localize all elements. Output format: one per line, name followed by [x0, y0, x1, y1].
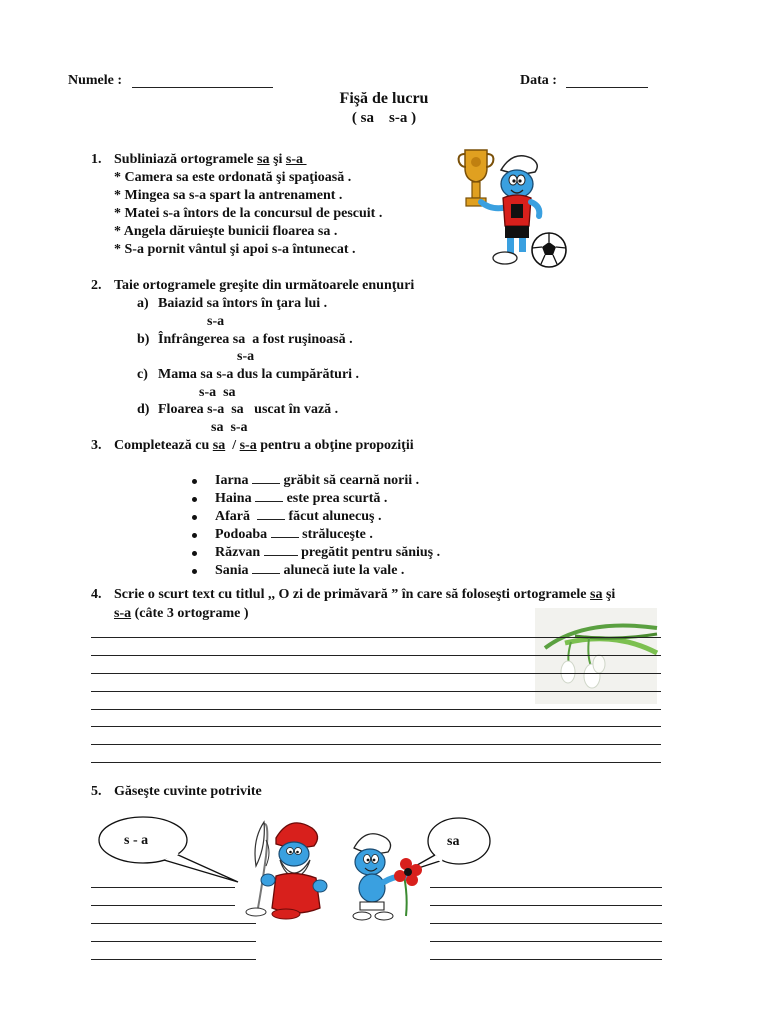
date-field[interactable] — [566, 87, 648, 88]
answer-line-right[interactable] — [430, 923, 662, 924]
answer-line-right[interactable] — [430, 959, 662, 960]
ex3-item: Răzvan pregătit pentru săniuş . — [215, 545, 441, 560]
ex4-instruction-b: (câte 3 ortograme ) — [134, 606, 249, 621]
bubble-left-text: s - a — [124, 833, 149, 848]
ex3-item: Sania alunecă iute la vale . — [215, 563, 405, 578]
ex2-item-text: Mama sa s-a dus la cumpărături . — [158, 367, 360, 382]
ex4-number: 4. — [91, 587, 102, 602]
fill-blank[interactable] — [257, 519, 285, 520]
ex3-kw-sa-dash: s-a — [239, 438, 257, 453]
writing-line[interactable] — [91, 762, 661, 763]
ex5-number: 5. — [91, 784, 102, 799]
ex1-number: 1. — [91, 152, 102, 167]
ex1-instruction-text: Subliniază ortogramele — [114, 152, 254, 167]
bubble-right-text: sa — [447, 834, 460, 849]
papa-smurf-illustration — [240, 816, 330, 920]
ex2-item-letter: d) — [137, 402, 150, 417]
ex1-item: * Matei s-a întors de la concursul de pescuit . — [114, 206, 383, 221]
writing-line[interactable] — [91, 691, 661, 692]
fill-blank[interactable] — [255, 501, 283, 502]
answer-line-left[interactable] — [91, 941, 256, 942]
answer-line-left[interactable] — [91, 887, 235, 888]
ex3-number: 3. — [91, 438, 102, 453]
bullet-icon — [192, 569, 197, 574]
answer-line-left[interactable] — [91, 905, 235, 906]
smurf-flower-illustration — [340, 830, 435, 922]
ex3-kw-sa: sa — [212, 438, 226, 453]
ex1-item: * S-a pornit vântul şi apoi s-a întunecat . — [114, 242, 356, 257]
bullet-icon — [192, 497, 197, 502]
bullet-icon — [192, 533, 197, 538]
answer-line-right[interactable] — [430, 905, 662, 906]
ex1-item: * Mingea sa s-a spart la antrenament . — [114, 188, 343, 203]
ex3-item: Iarna grăbit să cearnă norii . — [215, 473, 420, 488]
ex4-instruction — [114, 586, 615, 603]
ex3-instruction-a: Completează cu — [114, 438, 210, 453]
ex4-instruction-line2 — [114, 605, 249, 622]
answer-line-right[interactable] — [430, 941, 662, 942]
ex5-instruction: Găseşte cuvinte potrivite — [114, 784, 262, 799]
ex3-item: Afară făcut alunecuş . — [215, 509, 382, 524]
ex2-item-text: Floarea s-a sa uscat în vază . — [158, 402, 339, 417]
ex2-item-options: s-a — [207, 314, 225, 329]
page-title: Fişă de lucru — [339, 90, 429, 107]
ex3-item: Podoaba străluceşte . — [215, 527, 373, 542]
bullet-icon — [192, 479, 197, 484]
ex2-item-text: Înfrângerea sa a fost ruşinoasă . — [158, 332, 353, 347]
fill-blank[interactable] — [252, 483, 280, 484]
writing-line[interactable] — [91, 655, 661, 656]
name-field[interactable] — [132, 87, 273, 88]
ex4-and: şi — [605, 587, 616, 602]
ex1-kw-sa-dash: s-a — [285, 152, 304, 167]
ex2-item-letter: a) — [137, 296, 149, 311]
ex4-kw-sa: sa — [590, 587, 603, 602]
bullet-icon — [192, 551, 197, 556]
ex2-item-letter: c) — [137, 367, 148, 382]
ex2-item-letter: b) — [137, 332, 150, 347]
speech-bubble-left — [98, 814, 248, 894]
fill-blank[interactable] — [264, 555, 298, 556]
ex3-item: Haina este prea scurtă . — [215, 491, 388, 506]
writing-line[interactable] — [91, 637, 661, 638]
smurf-trophy-illustration — [455, 140, 570, 270]
date-label: Data : — [520, 73, 557, 88]
ex3-instruction-b: pentru a obţine propoziţii — [260, 438, 414, 453]
ex2-instruction: Taie ortogramele greşite din următoarele enunţuri — [114, 278, 415, 293]
page-subtitle: ( sa s-a ) — [351, 110, 417, 126]
ex4-instruction-a: Scrie o scurt text cu titlul ,, O zi de primăvară ” în care să foloseşti ortogramele — [114, 587, 587, 602]
fill-blank[interactable] — [252, 573, 280, 574]
ex3-instruction — [114, 437, 414, 454]
writing-line[interactable] — [91, 744, 661, 745]
answer-line-left[interactable] — [91, 923, 256, 924]
ex1-item: * Camera sa este ordonată şi spaţioasă . — [114, 170, 352, 185]
ex1-item: * Angela dăruieşte bunicii floarea sa . — [114, 224, 338, 239]
ex1-kw-sa: sa — [257, 152, 270, 167]
ex4-kw-sa-dash: s-a — [114, 606, 132, 621]
writing-line[interactable] — [91, 709, 661, 710]
writing-line[interactable] — [91, 726, 661, 727]
ex2-item-options: sa s-a — [211, 420, 248, 435]
ex1-instruction — [114, 151, 307, 168]
ex2-item-text: Baiazid sa întors în ţara lui . — [158, 296, 328, 311]
ex2-item-options: s-a sa — [199, 385, 236, 400]
ex2-number: 2. — [91, 278, 102, 293]
answer-line-right[interactable] — [430, 887, 662, 888]
snowdrop-photo — [535, 608, 657, 704]
name-label: Numele : — [68, 73, 123, 88]
answer-line-left[interactable] — [91, 959, 256, 960]
ex1-and: şi — [273, 152, 283, 167]
ex2-item-options: s-a — [237, 349, 255, 364]
writing-line[interactable] — [91, 673, 661, 674]
fill-blank[interactable] — [271, 537, 299, 538]
bullet-icon — [192, 515, 197, 520]
ex3-slash: / — [232, 438, 237, 453]
